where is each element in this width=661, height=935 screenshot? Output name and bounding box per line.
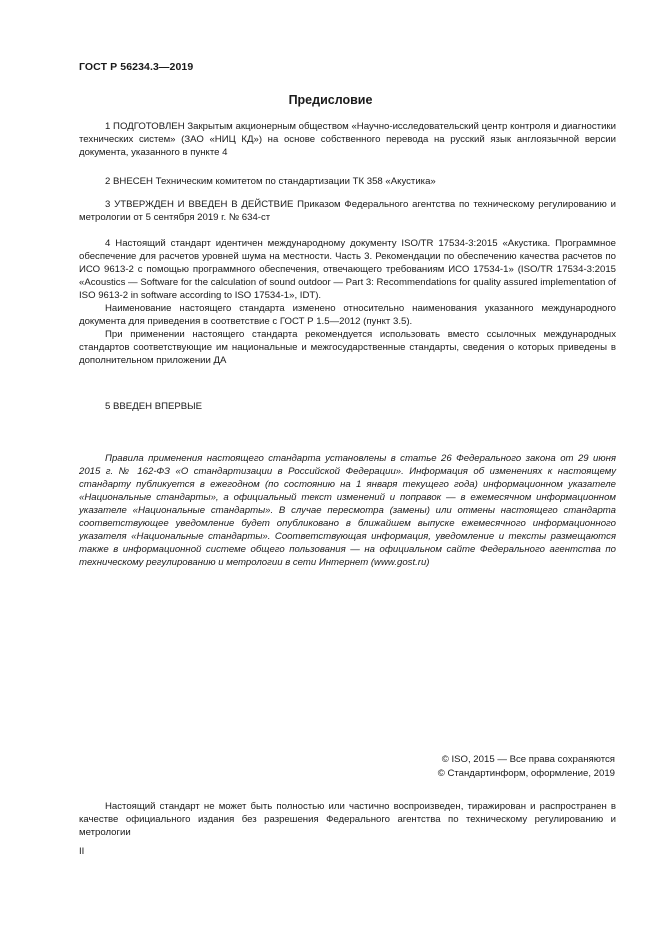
section-1 bbox=[79, 120, 616, 159]
section-2-text: 2 ВНЕСЕН Техническим комитетом по стандартизации ТК 358 «Акустика» bbox=[105, 176, 436, 187]
section-3 bbox=[79, 198, 616, 224]
rules-note: Правила применения настоящего стандарта установлены в статье 26 Федерального закона от 29 июня 2015 г. № 162-ФЗ «О стандартизации в Российской Федерации». Информация об изменениях к настоящему стандарту публикуется в ежегодном (по состоянию на 1 января текущего года) информационном указателе «Национальные стандарты», а официальный текст изменений и поправок — в ежемесячном информационном указателе «Национальные стандарты». В случае пересмотра (замены) или отмены настоящего стандарта соответствующее уведомление будет опубликовано в ближайшем выпуске ежемесячного информационного указателя «Национальные стандарты». Соответствующая информация, уведомление и тексты размещаются также в информационной системе общего пользования — на официальном сайте Федерального агентства по техническому регулированию и метрологии в сети Интернет (www.gost.ru) bbox=[79, 453, 616, 568]
copyright-standartinform: © Стандартинформ, оформление, 2019 bbox=[437, 768, 615, 779]
copyright-iso: © ISO, 2015 — Все права сохраняются bbox=[441, 754, 615, 765]
section-4 bbox=[79, 237, 616, 367]
document-header: ГОСТ Р 56234.3—2019 bbox=[79, 61, 194, 73]
section-2 bbox=[79, 175, 616, 188]
section-5 bbox=[79, 400, 616, 413]
page-number: II bbox=[79, 846, 85, 857]
section-5-text: 5 ВВЕДЕН ВПЕРВЫЕ bbox=[105, 401, 203, 412]
section-4-paragraph-1: 4 Настоящий стандарт идентичен международному документу ISO/TR 17534-3:2015 «Акустика. Программное обеспечение для расчетов уровней шума на местности. Часть 3. Рекомендации по обеспечению качества расчетов по ИСО 9613-2 с помощью программного обеспечения, отвечающего требованиям ИСО 17534-1» (ISO/TR 17534-3:2015 «Acoustics — Software for the calculation of sound outdoor — Part 3: Recommendations for quality assured implementation of ISO 9613-2 in software according to ISO 17534-1», IDT). bbox=[79, 238, 616, 301]
section-4-paragraph-3: При применении настоящего стандарта рекомендуется использовать вместо ссылочных международных стандартов соответствующие им национальные и межгосударственные стандарты, сведения о которых приведены в дополнительном приложении ДА bbox=[79, 329, 616, 366]
section-3-text: 3 УТВЕРЖДЕН И ВВЕДЕН В ДЕЙСТВИЕ Приказом Федерального агентства по техническому регулированию и метрологии от 5 сентября 2019 г. № 634-ст bbox=[79, 199, 616, 223]
reproduction-notice: Настоящий стандарт не может быть полностью или частично воспроизведен, тиражирован и распространен в качестве официального издания без разрешения Федерального агентства по техническому регулированию и метрологии bbox=[79, 801, 616, 838]
page-title: Предисловие bbox=[288, 93, 373, 107]
section-4-paragraph-2: Наименование настоящего стандарта изменено относительно наименования указанного международного документа для приведения в соответствие с ГОСТ Р 1.5—2012 (пункт 3.5). bbox=[79, 303, 616, 327]
section-1-text: 1 ПОДГОТОВЛЕН Закрытым акционерным обществом «Научно-исследовательский центр контроля и диагностики технических систем» (ЗАО «НИЦ КД») на основе собственного перевода на русский язык англоязычной версии документа, указанного в пункте 4 bbox=[79, 121, 616, 158]
